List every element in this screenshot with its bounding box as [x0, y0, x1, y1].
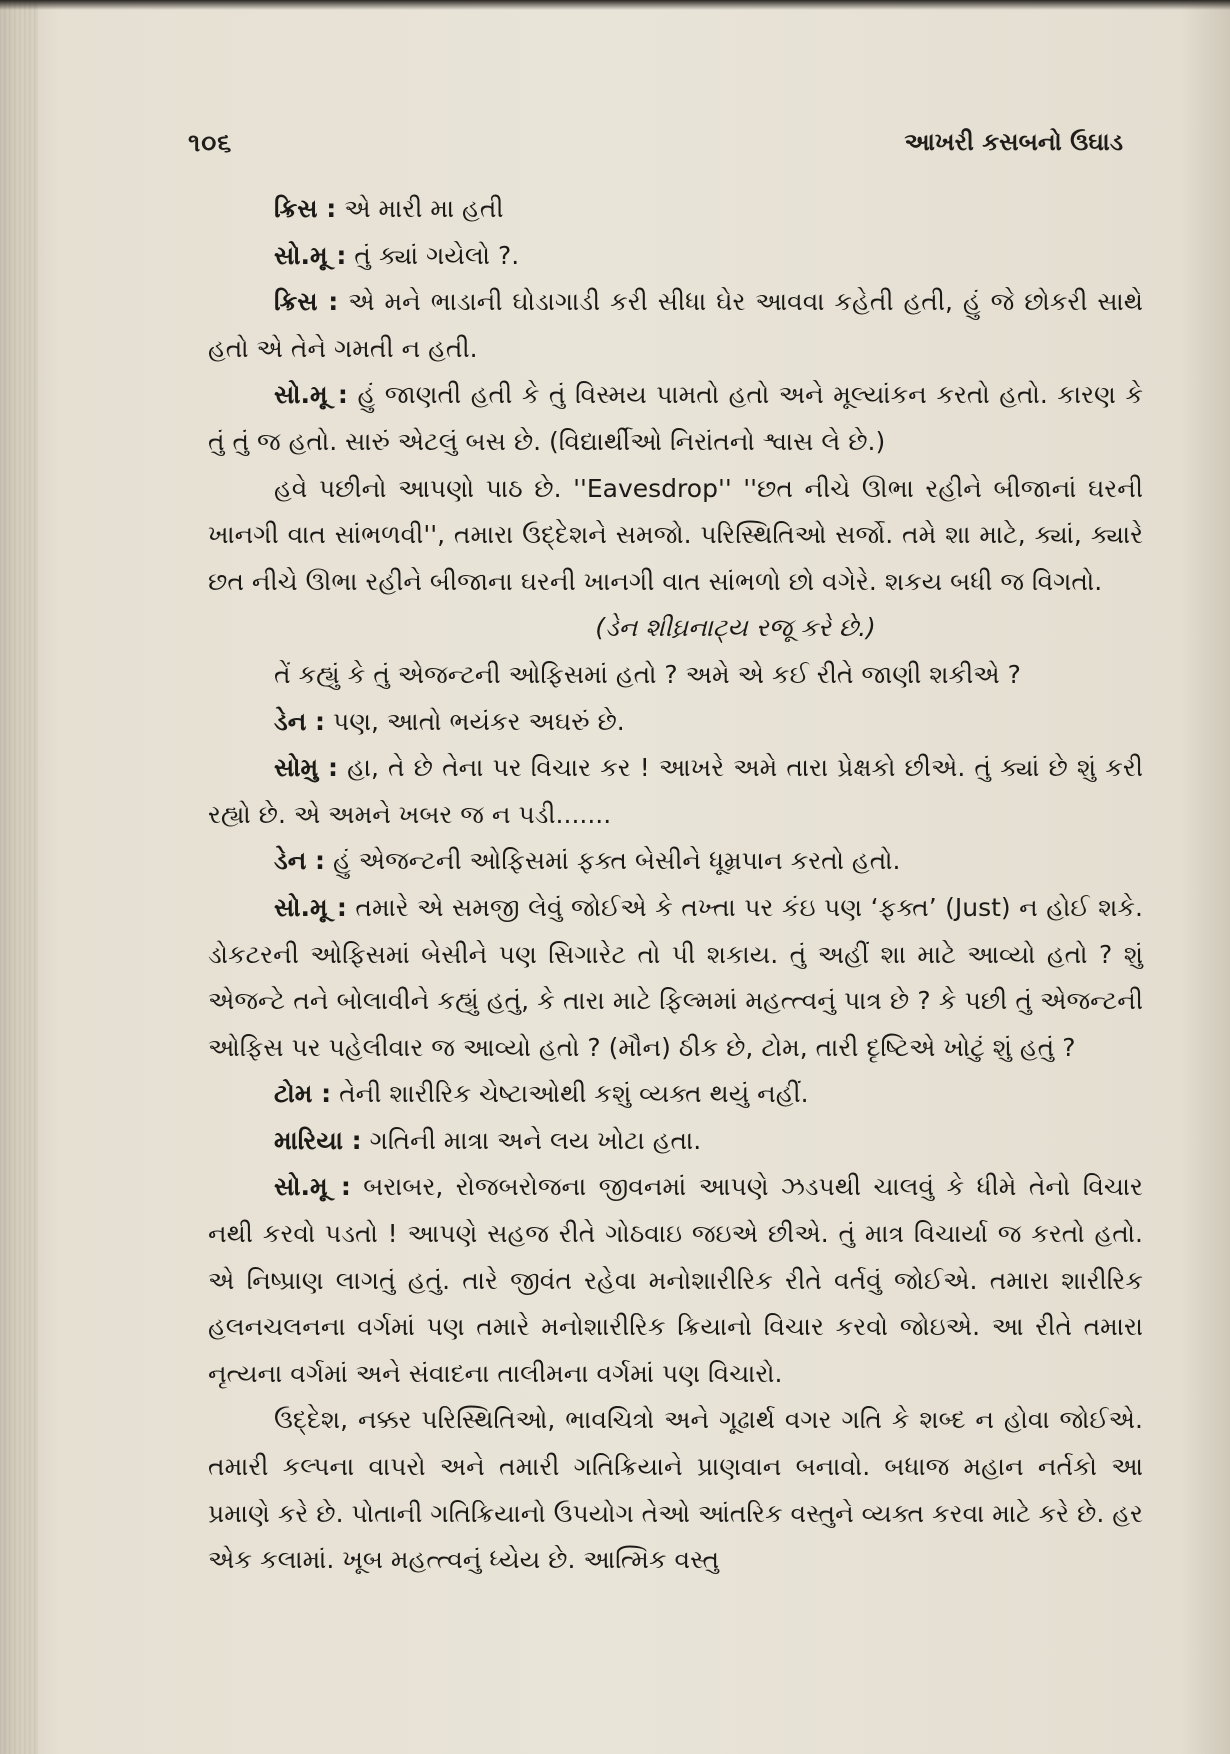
paragraph-text: એ મને ભાડાની ઘોડાગાડી કરી સીધા ઘેર આવવા કહેતી હતી, હું જે છોકરી સાથે હતો એ તેને ગમતી ન હતી.: [208, 287, 1143, 363]
paragraph: [208, 233, 1143, 280]
paragraph: [208, 1071, 1143, 1118]
paragraph: [208, 838, 1143, 885]
speaker-name: ક્રિસ :: [274, 194, 337, 223]
paragraph: [208, 186, 1143, 233]
stage-direction: (ડેન શીઘ્રનાટ્ય રજૂ કરે છે.): [595, 613, 876, 643]
paragraph: [208, 466, 1143, 606]
speaker-name: મારિયા :: [274, 1125, 362, 1155]
page-header: [188, 128, 1123, 168]
speaker-name: સોમુ :: [274, 753, 338, 783]
speaker-name: સો.મૂ :: [274, 240, 347, 270]
speaker-name: સો.મૂ :: [274, 892, 347, 922]
body-text: [208, 186, 1143, 1584]
page-number: ૧૦૬: [188, 128, 233, 157]
paragraph-text: એ મારી મા હતી: [336, 194, 504, 223]
paragraph-text: પણ, આતો ભયંકર અઘરું છે.: [325, 706, 625, 736]
paragraph-text: ગતિની માત્રા અને લય ખોટા હતા.: [361, 1125, 702, 1155]
paragraph-text: ઉદ્દેશ, નક્કર પરિસ્થિતિઓ, ભાવચિત્રો અને ગૂઢાર્થ વગર ગતિ કે શબ્દ ન હોવા જોઈએ. તમારી કલ્પના વાપરો અને તમારી ગતિક્રિયાને પ્રાણવાન બનાવો. બધાજ મહાન નર્તકો આ પ્રમાણે કરે છે. પોતાની ગતિક્રિયાનો ઉપયોગ તેઓ આંતરિક વસ્તુને વ્યક્ત કરવા માટે કરે છે. હર એક કલામાં. ખૂબ મહત્ત્વનું ધ્યેય છે. આત્મિક વસ્તુ: [208, 1405, 1143, 1575]
paragraph: [208, 745, 1143, 838]
paragraph-text: હવે પછીનો આપણો પાઠ છે. ''Eavesdrop'' ''છત નીચે ઊભા રહીને બીજાનાં ઘરની ખાનગી વાત સાંભળવી'', તમારા ઉદ્દેશને સમજો. પરિસ્થિતિઓ સર્જો. તમે શા માટે, ક્યાં, ક્યારે છત નીચે ઊભા રહીને બીજાના ઘરની ખાનગી વાત સાંભળો છો વગેરે. શકય બધી જ વિગતો.: [208, 473, 1143, 596]
speaker-name: સો.મૂ :: [274, 1172, 351, 1202]
paragraph: [208, 1118, 1143, 1165]
speaker-name: ક્રિસ :: [274, 287, 339, 317]
paragraph-text: હા, તે છે તેના પર વિચાર કર ! આખરે અમે તારા પ્રેક્ષકો છીએ. તું ક્યાં છે શું કરી રહ્યો છે. એ અમને ખબર જ ન પડી.......: [208, 753, 1143, 829]
paragraph: [208, 1397, 1143, 1583]
speaker-name: ટોમ :: [274, 1079, 332, 1109]
paragraph-text: તમારે એ સમજી લેવું જોઈએ કે તખ્તા પર કંઇ પણ ‘ફક્ત’ (Just) ન હોઈ શકે. ડોકટરની ઓફિસમાં બેસીને પણ સિગારેટ તો પી શકાય. તું અહીં શા માટે આવ્યો હતો ? શું એજન્ટે તને બોલાવીને કહ્યું હતું, કે તારા માટે ફિલ્મમાં મહત્ત્વનું પાત્ર છે ? કે પછી તું એજન્ટની ઓફિસ પર પહેલીવાર જ આવ્યો હતો ? (મૌન) ઠીક છે, ટોમ, તારી દૃષ્ટિએ ખોટું શું હતું ?: [208, 892, 1143, 1062]
paragraph-text: હું એજન્ટની ઓફિસમાં ફક્ત બેસીને ધૂમ્રપાન કરતો હતો.: [325, 846, 901, 876]
paragraph-text: તેની શારીરિક ચેષ્ટાઓથી કશું વ્યક્ત થયું નહીં.: [331, 1079, 809, 1109]
top-shadow: [0, 0, 1230, 10]
paragraph-text: હું જાણતી હતી કે તું વિસ્મય પામતો હતો અને મૂલ્યાંકન કરતો હતો. કારણ કે તું તું જ હતો. સારું એટલું બસ છે. (વિદ્યાર્થીઓ નિરાંતનો શ્વાસ લે છે.): [208, 380, 1143, 456]
speaker-name: ડેન :: [274, 846, 326, 876]
speaker-name: ડેન :: [274, 706, 326, 736]
page-edge-stack: [0, 0, 38, 1754]
paragraph: [208, 652, 1143, 699]
paragraph: [208, 279, 1143, 372]
running-title: આખરી કસબનો ઉઘાડ: [904, 128, 1123, 156]
paragraph-text: તું ક્યાં ગયેલો ?.: [346, 240, 520, 270]
paragraph-text: બરાબર, રોજબરોજના જીવનમાં આપણે ઝડપથી ચાલવું કે ધીમે તેનો વિચાર નથી કરવો પડતો ! આપણે સહજ રીતે ગોઠવાઇ જઇએ છીએ. તું માત્ર વિચાર્યા જ કરતો હતો. એ નિષ્પ્રાણ લાગતું હતું. તારે જીવંત રહેવા મનોશારીરિક રીતે વર્તવું જોઈએ. તમારા શારીરિક હલનચલનના વર્ગમાં પણ તમારે મનોશારીરિક ક્રિયાનો વિચાર કરવો જોઇએ. આ રીતે તમારા નૃત્યના વર્ગમાં અને સંવાદના તાલીમના વર્ગમાં પણ વિચારો.: [208, 1172, 1143, 1388]
paragraph: [208, 699, 1143, 746]
paragraph: [208, 1164, 1143, 1397]
paragraph: [208, 372, 1143, 465]
speaker-name: સો.મૂ :: [274, 380, 348, 410]
paragraph: [208, 885, 1143, 1071]
paragraph-text: તેં કહ્યું કે તું એજન્ટની ઓફિસમાં હતો ? અમે એ કઈ રીતે જાણી શકીએ ?: [274, 659, 1021, 689]
